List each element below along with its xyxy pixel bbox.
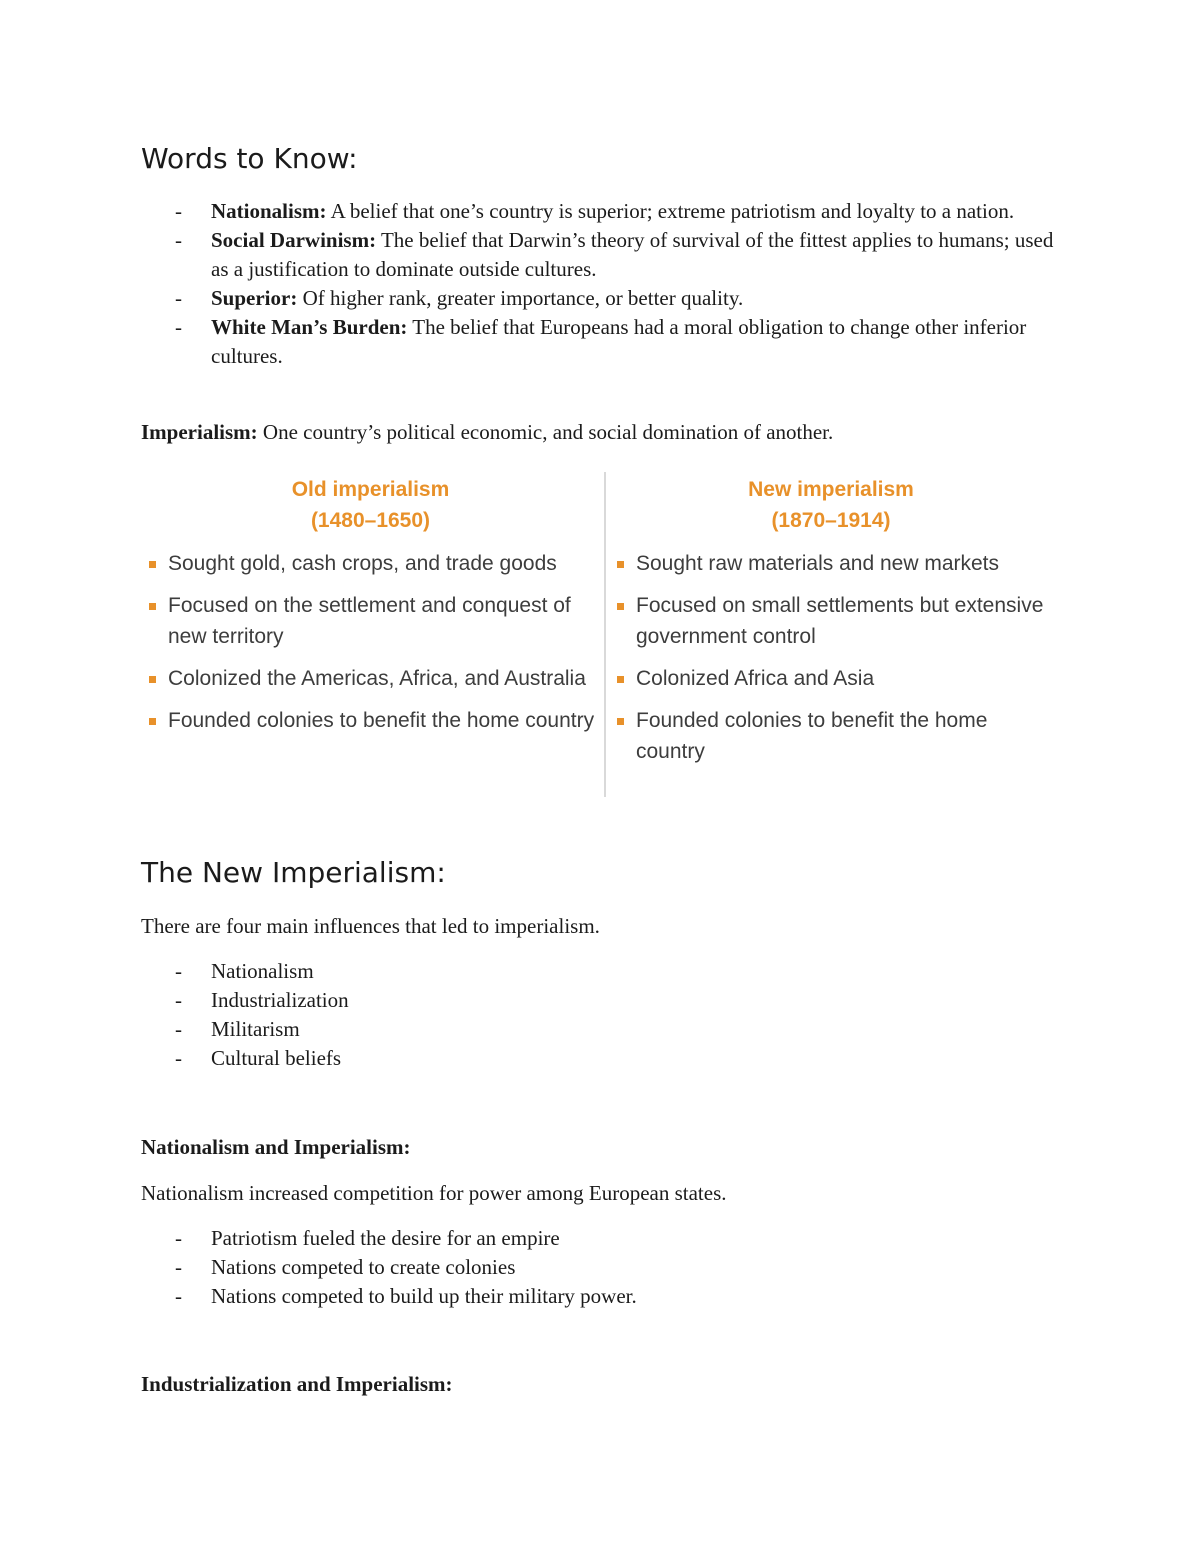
new-imperialism-item	[611, 548, 1051, 579]
new-imperialism-item-text: Focused on small settlements but extensive government control	[636, 594, 1044, 648]
dash-bullet: -	[175, 988, 182, 1012]
new-imperialism-years: (1870–1914)	[771, 509, 891, 532]
definition-term: White Man’s Burden:	[211, 315, 408, 339]
new-imperialism-title	[611, 474, 1051, 536]
nationalism-points-list	[141, 1224, 1061, 1311]
nationalism-point-text: Nations competed to create colonies	[211, 1255, 516, 1279]
influence-item	[141, 1015, 1061, 1044]
old-imperialism-item	[143, 705, 598, 736]
new-imperialism-list	[611, 548, 1051, 767]
old-imperialism-item	[143, 590, 598, 652]
square-bullet-icon	[617, 676, 624, 683]
old-imperialism-item	[143, 663, 598, 694]
column-divider	[604, 472, 606, 797]
old-imperialism-item-text: Focused on the settlement and conquest of new territory	[168, 594, 571, 648]
new-imperialism-item-text: Sought raw materials and new markets	[636, 552, 999, 575]
old-imperialism-item	[143, 548, 598, 579]
definition-term: Nationalism:	[211, 199, 327, 223]
dash-bullet: -	[175, 959, 182, 983]
square-bullet-icon	[617, 718, 624, 725]
new-imperialism-item	[611, 705, 1051, 767]
new-imperialism-item-text: Founded colonies to benefit the home country	[636, 709, 988, 763]
influence-item	[141, 1044, 1061, 1073]
influence-text: Cultural beliefs	[211, 1046, 342, 1070]
definition-item	[141, 197, 1061, 226]
dash-bullet: -	[175, 199, 182, 223]
old-imperialism-title	[143, 474, 598, 536]
dash-bullet: -	[175, 1255, 182, 1279]
old-imperialism-years: (1480–1650)	[310, 509, 431, 532]
dash-bullet: -	[175, 286, 182, 310]
square-bullet-icon	[149, 603, 156, 610]
influence-text: Militarism	[211, 1017, 300, 1041]
square-bullet-icon	[149, 676, 156, 683]
imperialism-comparison-image	[143, 464, 1053, 804]
nationalism-point-text: Patriotism fueled the desire for an empire	[211, 1226, 560, 1250]
definition-term: Social Darwinism:	[211, 228, 377, 252]
nationalism-point	[141, 1224, 1061, 1253]
new-imperialism-label: New imperialism	[748, 478, 914, 501]
old-imperialism-list	[143, 548, 598, 736]
definition-item	[141, 313, 1061, 371]
old-imperialism-column	[143, 464, 598, 747]
influence-item	[141, 986, 1061, 1015]
definition-text: The belief that Europeans had a moral obligation to change other inferior cultures.	[211, 315, 1027, 368]
dash-bullet: -	[175, 1226, 182, 1250]
definition-item	[141, 226, 1061, 284]
nationalism-point-text: Nations competed to build up their military power.	[211, 1284, 637, 1308]
new-imperialism-item	[611, 590, 1051, 652]
dash-bullet: -	[175, 1017, 182, 1041]
words-to-know-heading: Words to Know:	[141, 142, 358, 175]
square-bullet-icon	[149, 561, 156, 568]
influences-list	[141, 957, 1061, 1073]
nationalism-point	[141, 1282, 1061, 1311]
influence-text: Industrialization	[211, 988, 349, 1012]
old-imperialism-item-text: Sought gold, cash crops, and trade goods	[168, 552, 557, 575]
dash-bullet: -	[175, 228, 182, 252]
nationalism-heading: Nationalism and Imperialism:	[141, 1135, 411, 1159]
definition-term: Superior:	[211, 286, 298, 310]
industrialization-heading: Industrialization and Imperialism:	[141, 1372, 453, 1396]
nationalism-point	[141, 1253, 1061, 1282]
new-imperialism-column	[611, 464, 1051, 778]
new-imperialism-item-text: Colonized Africa and Asia	[636, 667, 875, 690]
old-imperialism-label: Old imperialism	[291, 478, 450, 501]
influence-text: Nationalism	[211, 959, 314, 983]
imperialism-term: Imperialism:	[141, 420, 258, 444]
definition-text: Of higher rank, greater importance, or better quality.	[297, 286, 744, 310]
dash-bullet: -	[175, 1046, 182, 1070]
definition-item	[141, 284, 1061, 313]
dash-bullet: -	[175, 1284, 182, 1308]
imperialism-definition	[141, 418, 833, 447]
square-bullet-icon	[149, 718, 156, 725]
old-imperialism-item-text: Colonized the Americas, Africa, and Australia	[168, 667, 586, 690]
definition-text: The belief that Darwin’s theory of survival of the fittest applies to humans; used as a justification to dominate outside cultures.	[211, 228, 1054, 281]
new-imperialism-heading: The New Imperialism:	[141, 856, 446, 889]
imperialism-text: One country’s political economic, and social domination of another.	[257, 420, 834, 444]
influences-intro: There are four main influences that led to imperialism.	[141, 914, 600, 938]
definitions-list	[141, 197, 1061, 371]
new-imperialism-item	[611, 663, 1051, 694]
square-bullet-icon	[617, 603, 624, 610]
old-imperialism-item-text: Founded colonies to benefit the home country	[168, 709, 595, 732]
influence-item	[141, 957, 1061, 986]
definition-text: A belief that one’s country is superior; extreme patriotism and loyalty to a nation.	[326, 199, 1015, 223]
nationalism-intro: Nationalism increased competition for power among European states.	[141, 1181, 727, 1205]
square-bullet-icon	[617, 561, 624, 568]
dash-bullet: -	[175, 315, 182, 339]
